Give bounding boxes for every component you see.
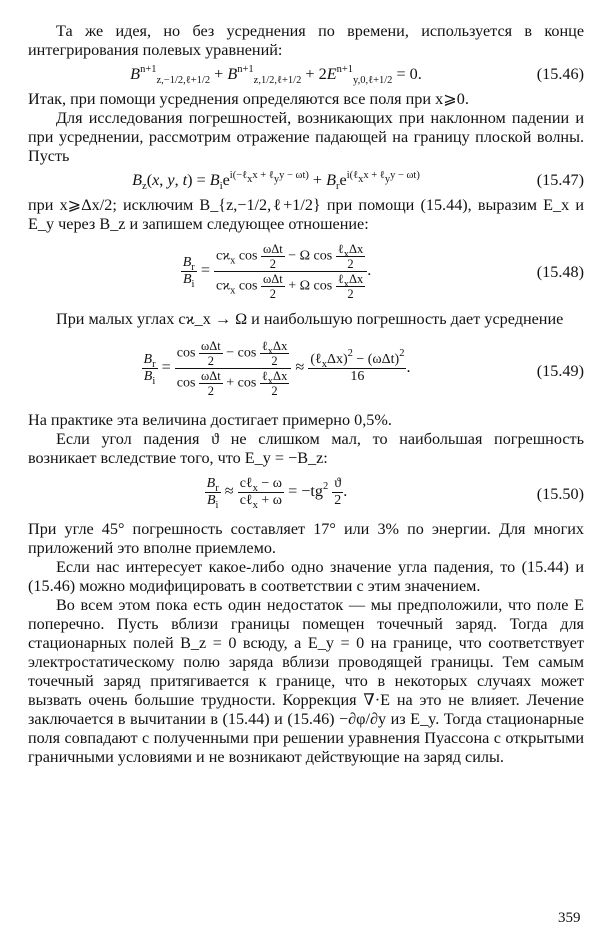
equation-15-49 — [28, 329, 584, 411]
paragraph-10: Во всем этом пока есть один недостаток — мы предположили, что поле E поперечно. Пусть вблизи границы помещен точечный заряд. Тогда для стационарных полей B_z = 0 всюду, а E_y = 0 на границе, что соответствует электростатическому полю заряда вблизи проводящей границы. Тем самым точечный заряд притягивается к границе, что в некоторых случаях может вызвать очень большие трудности. Коррекция ∇·E на это не влияет. Лечение заключается в вычитании в (15.44) и (15.46) −∂φ/∂y из E_y. Тогда стационарные поля совпадают с полученными при решении уравнения Пуассона с открытыми граничными условиями и не возникают действующие на заряд силы. — [28, 596, 584, 766]
text-column — [28, 22, 584, 767]
equation-number: (15.48) — [536, 263, 584, 281]
paragraph-1: Та же идея, но без усреднения по времени, используется в конце интегрирования полевых уравнений: — [28, 22, 584, 59]
paragraph-6: На практике эта величина достигает примерно 0,5%. — [28, 411, 392, 429]
equation-15-47 — [28, 166, 584, 196]
equation-15-46 — [28, 60, 584, 90]
paragraph-9: Если нас интересует какое-либо одно значение угла падения, то (15.44) и (15.46) можно модифицировать в соответствии с этим значением. — [28, 558, 584, 595]
paragraph-5: При малых углах cϰ_x → Ω и наибольшую погрешность дает усреднение — [56, 310, 564, 328]
equation-body: $B^{n+1}_{z,-1/2,\ell+1/2} + B^{n+1}_{z,1/2,\ell+1/2} + 2E^{n+1}_{y,0,\ell+1/2} = 0$. — [130, 64, 422, 86]
paragraph-7: Если угол падения ϑ не слишком мал, то наибольшая погрешность возникает вследствие того, что E_y = −B_z: — [28, 430, 584, 467]
equation-15-48 — [28, 234, 584, 310]
equation-body: $\frac{B_r}{B_i}$ ≈ $\frac{c\ell_x - \omega}{c\ell_x + \omega}$ = $-tg^2$ $\frac{ϑ}{2}$ . — [206, 476, 348, 511]
paragraph-2: Итак, при помощи усреднения определяются все поля при x⩾0. — [28, 90, 469, 108]
paragraph-4: при x⩾Δx/2; исключим B_{z,−1/2,ℓ+1/2} при помощи (15.44), выразим E_x и E_y через B_z и запишем следующее отношение: — [28, 196, 584, 233]
equation-number: (15.49) — [536, 362, 584, 380]
equation-number: (15.50) — [536, 485, 584, 503]
paragraph-8: При угле 45° погрешность составляет 17° или 3% по энергии. Для многих приложений это вполне приемлемо. — [28, 520, 584, 557]
equation-body: $\frac{B_r}{B_i}$ = cos $\frac{\text{ωΔt}}{2}$ − cos $\frac{\ell_x\Delta x}{2}$ cos $\frac{\text{ωΔt}}{2}$ + cos $\frac{\ell_x\Delta x}{2}$ ≈ $\frac{(\ell_x\Delta x)^2 - (\omega\Delta t)^2}{16}$ . — [143, 339, 411, 398]
equation-15-50 — [28, 468, 584, 520]
equation-number: (15.47) — [536, 171, 584, 189]
equation-body: $B_z(x$, y, $t) = B_ie^{i(-\ell_xx + \ell_yy - \omega t)} + B_re^{i(\ell_xx + \ell_yy - \omega t)}$ — [132, 170, 420, 192]
equation-number: (15.46) — [536, 65, 584, 83]
paragraph-3: Для исследования погрешностей, возникающих при наклонном падении и при усреднении, рассмотрим отражение падающей на границу плоской волны. Пусть — [28, 109, 584, 165]
equation-body: $\frac{B_r}{B_i}$ = $cϰ_x$ cos $\frac{\text{ωΔt}}{2}$ − Ω cos $\frac{\ell_x\Delta x}{2}$ $cϰ_x$ cos $\frac{\text{ωΔt}}{2}$ + Ω cos $\frac{\ell_x\Delta x}{2}$ . — [182, 242, 372, 301]
page-number: 359 — [558, 910, 581, 926]
